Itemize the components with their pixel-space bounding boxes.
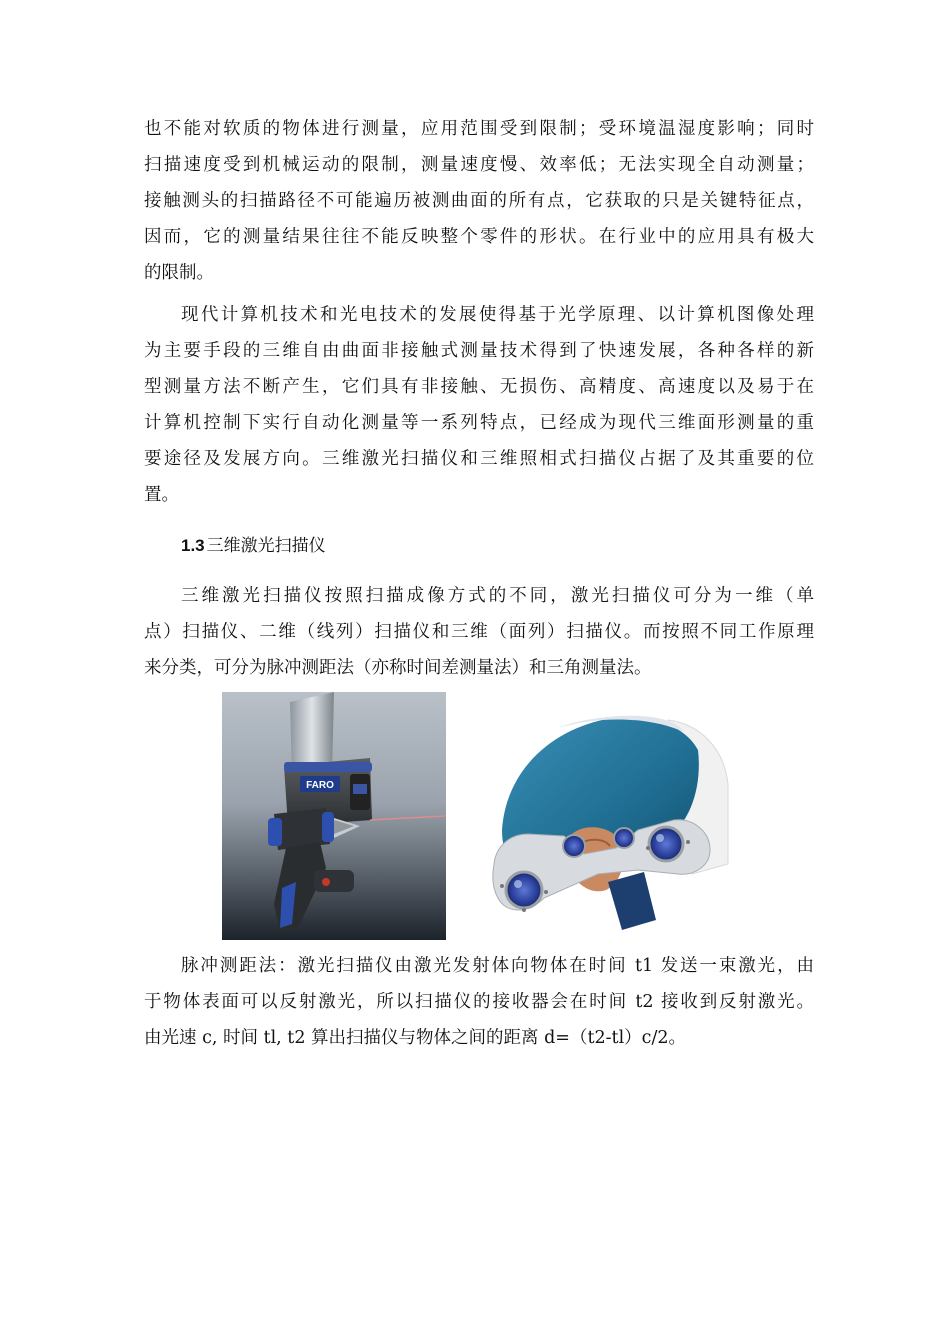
paragraph-optical-methods	[144, 297, 814, 513]
text-line: 计算机控制下实行自动化测量等一系列特点，已经成为现代三维面形测量的重	[144, 413, 814, 433]
text-line: 脉冲测距法：激光扫描仪由激光发射体向物体在时间 t1 发送一束激光，由	[181, 956, 814, 976]
text-line: 点）扫描仪、二维（线列）扫描仪和三维（面列）扫描仪。而按照不同工作原理	[144, 622, 814, 642]
paragraph-limitations	[144, 111, 814, 291]
text-line: 要途径及发展方向。三维激光扫描仪和三维照相式扫描仪占据了及其重要的位	[144, 449, 814, 469]
text-line: 现代计算机技术和光电技术的发展使得基于光学原理、以计算机图像处理	[181, 305, 814, 325]
text-line: 为主要手段的三维自由曲面非接触式测量技术得到了快速发展，各种各样的新	[144, 341, 814, 361]
section-title: 三维激光扫描仪	[206, 536, 326, 556]
text-line: 的限制。	[144, 263, 214, 283]
text-line: 型测量方法不断产生，它们具有非接触、无损伤、高精度、高速度以及易于在	[144, 377, 814, 397]
text-line: 由光速 c, 时间 tl, t2 算出扫描仪与物体之间的距离 d=（t2-tl）c/2。	[144, 1028, 687, 1048]
text-line: 置。	[144, 485, 179, 505]
paragraph-classification	[144, 578, 814, 686]
section-number: 1.3	[181, 536, 205, 555]
text-line: 也不能对软质的物体进行测量，应用范围受到限制；受环境温湿度影响；同时	[144, 119, 814, 139]
text-line: 因而，它的测量结果往往不能反映整个零件的形状。在行业中的应用具有极大	[144, 227, 814, 247]
faro-logo: FARO	[306, 780, 334, 791]
laser-scanner-photo	[222, 692, 446, 940]
text-line: 接触测头的扫描路径不可能遍历被测曲面的所有点，它获取的只是关键特征点，	[144, 191, 814, 211]
text-line: 三维激光扫描仪按照扫描成像方式的不同，激光扫描仪可分为一维（单	[181, 586, 814, 606]
handheld-scanner-photo	[488, 714, 732, 940]
paragraph-pulse-ranging	[144, 948, 814, 1056]
text-line: 扫描速度受到机械运动的限制，测量速度慢、效率低；无法实现全自动测量；	[144, 155, 814, 175]
text-line: 于物体表面可以反射激光，所以扫描仪的接收器会在时间 t2 接收到反射激光。	[144, 992, 814, 1012]
section-heading	[181, 528, 326, 564]
text-line: 来分类，可分为脉冲测距法（亦称时间差测量法）和三角测量法。	[144, 658, 652, 678]
